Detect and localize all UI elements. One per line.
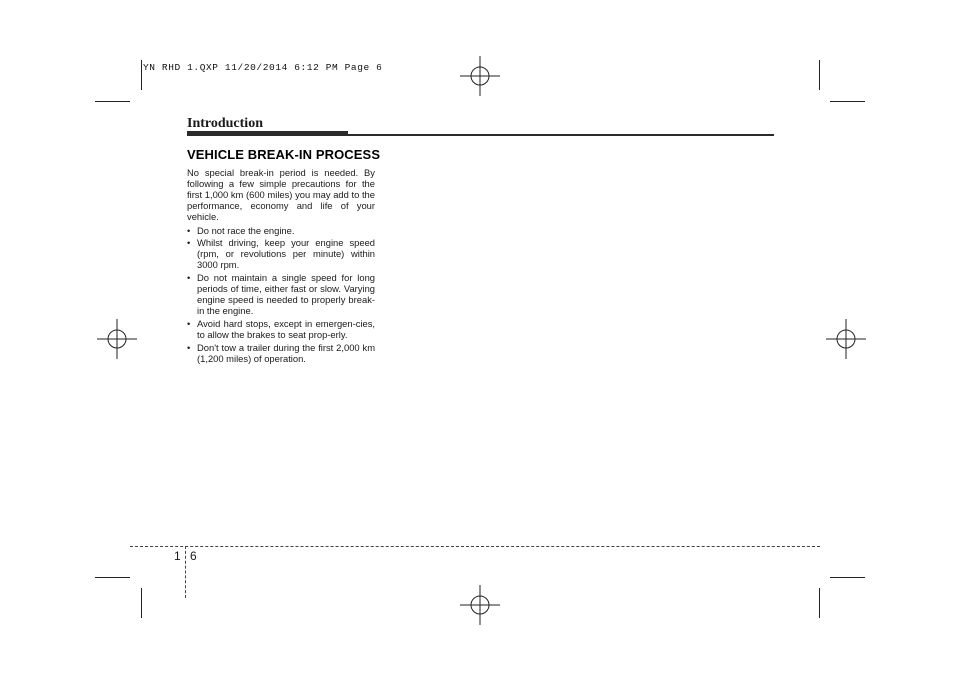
crop-mark-top-left-horizontal bbox=[95, 101, 130, 102]
crop-mark-bottom-right-vertical bbox=[819, 588, 820, 618]
bullet-icon: • bbox=[187, 272, 191, 284]
bullet-icon: • bbox=[187, 317, 191, 329]
list-item bbox=[187, 273, 375, 317]
crop-mark-top-right-vertical bbox=[819, 60, 820, 90]
article-body bbox=[187, 168, 375, 366]
bullet-icon: • bbox=[187, 237, 191, 249]
crop-mark-bottom-left-vertical bbox=[141, 588, 142, 618]
list-item-text: Don't tow a trailer during the first 2,000 km (1,200 miles) of operation. bbox=[197, 341, 375, 364]
print-slug-line: YN RHD 1.QXP 11/20/2014 6:12 PM Page 6 bbox=[143, 62, 383, 73]
article-heading: VEHICLE BREAK-IN PROCESS bbox=[187, 147, 381, 162]
precaution-list bbox=[187, 226, 375, 365]
list-item-text: Do not race the engine. bbox=[197, 224, 295, 236]
bullet-icon: • bbox=[187, 341, 191, 353]
registration-mark-right-icon bbox=[826, 319, 866, 359]
registration-mark-bottom-icon bbox=[460, 585, 500, 625]
list-item-text: Do not maintain a single speed for long periods of time, either fast or slow. Varying engine speed is needed to properly break-in the engine. bbox=[197, 272, 375, 316]
list-item bbox=[187, 319, 375, 341]
crop-mark-bottom-left-horizontal bbox=[95, 577, 130, 578]
crop-mark-bottom-right-horizontal bbox=[830, 577, 865, 578]
crop-mark-top-left-vertical bbox=[141, 60, 142, 90]
registration-mark-left-icon bbox=[97, 319, 137, 359]
list-item-text: Avoid hard stops, except in emergen-cies, to allow the brakes to seat prop-erly. bbox=[197, 317, 375, 340]
header-rule-thin bbox=[348, 134, 774, 136]
list-item bbox=[187, 226, 375, 237]
list-item bbox=[187, 343, 375, 365]
chapter-number: 1 bbox=[174, 549, 181, 563]
header-rule-thick bbox=[187, 131, 348, 136]
article-intro: No special break-in period is needed. By following a few simple precautions for the first 1,000 km (600 miles) you may add to the performance, economy and life of your vehicle. bbox=[187, 167, 375, 222]
bullet-icon: • bbox=[187, 224, 191, 236]
footer-dashed-rule bbox=[130, 546, 820, 547]
crop-mark-top-right-horizontal bbox=[830, 101, 865, 102]
page-number: 6 bbox=[190, 549, 197, 563]
list-item bbox=[187, 238, 375, 271]
footer-dashed-divider bbox=[185, 546, 186, 598]
section-title: Introduction bbox=[187, 116, 263, 131]
registration-mark-top-icon bbox=[460, 56, 500, 96]
list-item-text: Whilst driving, keep your engine speed (rpm, or revolutions per minute) within 3000 rpm. bbox=[197, 237, 375, 271]
